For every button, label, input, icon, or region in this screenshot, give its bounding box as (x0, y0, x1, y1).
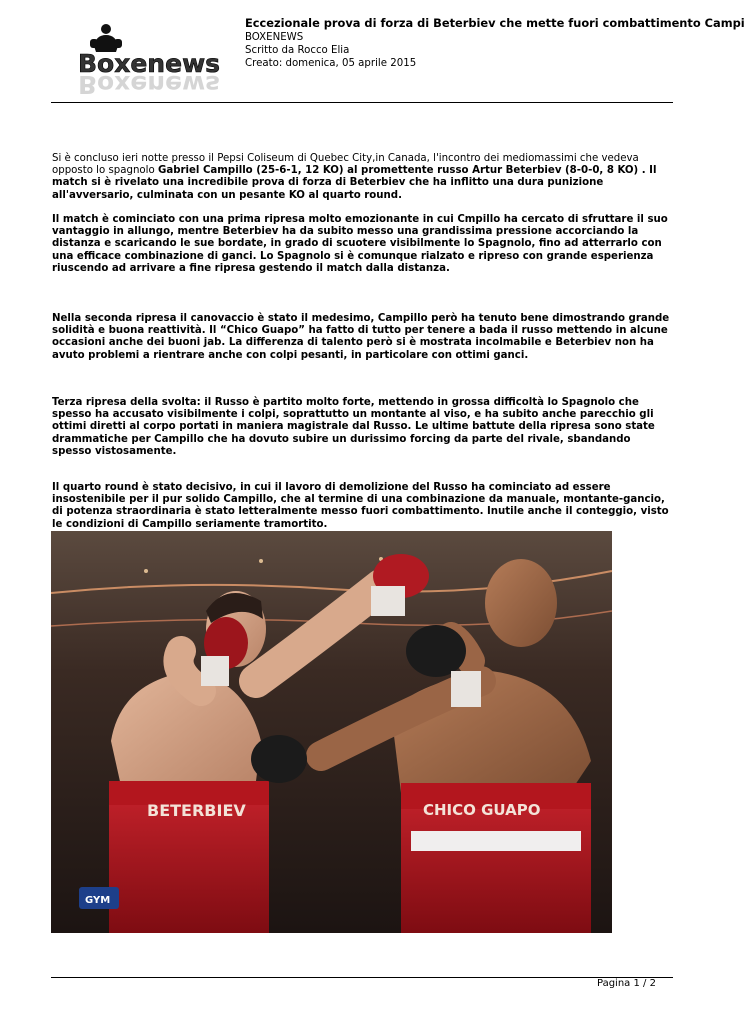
svg-text:Boxenews: Boxenews (78, 70, 221, 99)
paragraph-round-3: Terza ripresa della svolta: il Russo è partito molto forte, mettendo in grossa difficoltà lo Spagnolo che spesso ha accusato visibilmente i colpi, soprattutto un montante al viso, e ha subito anche parecchio gli ottimi diretti al corpo portati in maniera magistrale dal Russo. Le ultime battute della ripresa sono state drammatiche per Campillo che ha dovuto subire un durissimo forcing da parte del rivale, sbandando spesso vistosamente. (52, 397, 655, 457)
page-number: Pagina 1 / 2 (597, 978, 656, 989)
intro-text: Si è concluso ieri notte presso il Pepsi Coliseum di Quebec City,in Canada, l'incontro dei mediomassimi che vedeva opposto lo spagnolo (52, 153, 639, 177)
paragraph-intro (52, 153, 672, 202)
paragraph-round-2: Nella seconda ripresa il canovaccio è stato il medesimo, Campillo però ha tenuto bene dimostrando grande solidità e buona reattività. Il “Chico Guapo” ha fatto di tutto per tenere a bada il russo mettendo in alcune occasioni anche dei buoni jab. La differenza di talento però si è mostrata incolmabile e Beterbiev non ha avuto problemi a rientrare anche con colpi pesanti, in particolare con ottimi ganci. (52, 313, 670, 361)
sponsor-label: GYM (85, 895, 111, 906)
boxenews-logo (76, 18, 221, 102)
document-header (245, 16, 745, 70)
header-divider (51, 102, 673, 103)
created-date: Creato: domenica, 05 aprile 2015 (245, 58, 417, 69)
paragraph-round-1: Il match è cominciato con una prima ripresa molto emozionante in cui Cmpillo ha cercato di sfruttare il suo vantaggio in allungo, mentre Beterbiev ha da subito messo una grandissima pressione accorciando la distanza e scaricando le sue bordate, in grado di scuotere visibilmente lo Spagnolo, fino ad atterrarlo con una efficace combinazione di ganci. Lo Spagnolo si è comunque rialzato e ripreso con grande esperienza riuscendo ad arrivare a fine ripresa gestendo il match dalla distanza. (52, 214, 668, 274)
boxing-photo (51, 531, 612, 933)
svg-text:Boxenews: Boxenews (78, 49, 221, 78)
intro-bold-text: Gabriel Campillo (25-6-1, 12 KO) al promettente russo Artur Beterbiev (8-0-0, 8 KO) . Il match si è rivelato una incredibile prova di forza di Beterbiev che ha inflitto una dura punizione all'avversario, culminata con un pesante KO al quarto round. (52, 165, 657, 201)
article-title: Eccezionale prova di forza di Beterbiev che mette fuori combattimento Campi (245, 16, 745, 30)
paragraph-round-4: Il quarto round è stato decisivo, in cui il lavoro di demolizione del Russo ha cominciato ad essere insostenibile per il pur solido Campillo, che al termine di una combinazione da manuale, montante-gancio, di potenza straordinaria è stato letteralmente messo fuori combattimento. Inutile anche il conteggio, visto le condizioni di Campillo seriamente tramortito. (52, 482, 669, 530)
footer-divider (51, 977, 673, 978)
right-trunks-label: CHICO GUAPO (423, 801, 541, 819)
source-label: BOXENEWS (245, 32, 304, 43)
author-line: Scritto da Rocco Elia (245, 45, 350, 56)
left-trunks-label: BETERBIEV (147, 801, 246, 820)
